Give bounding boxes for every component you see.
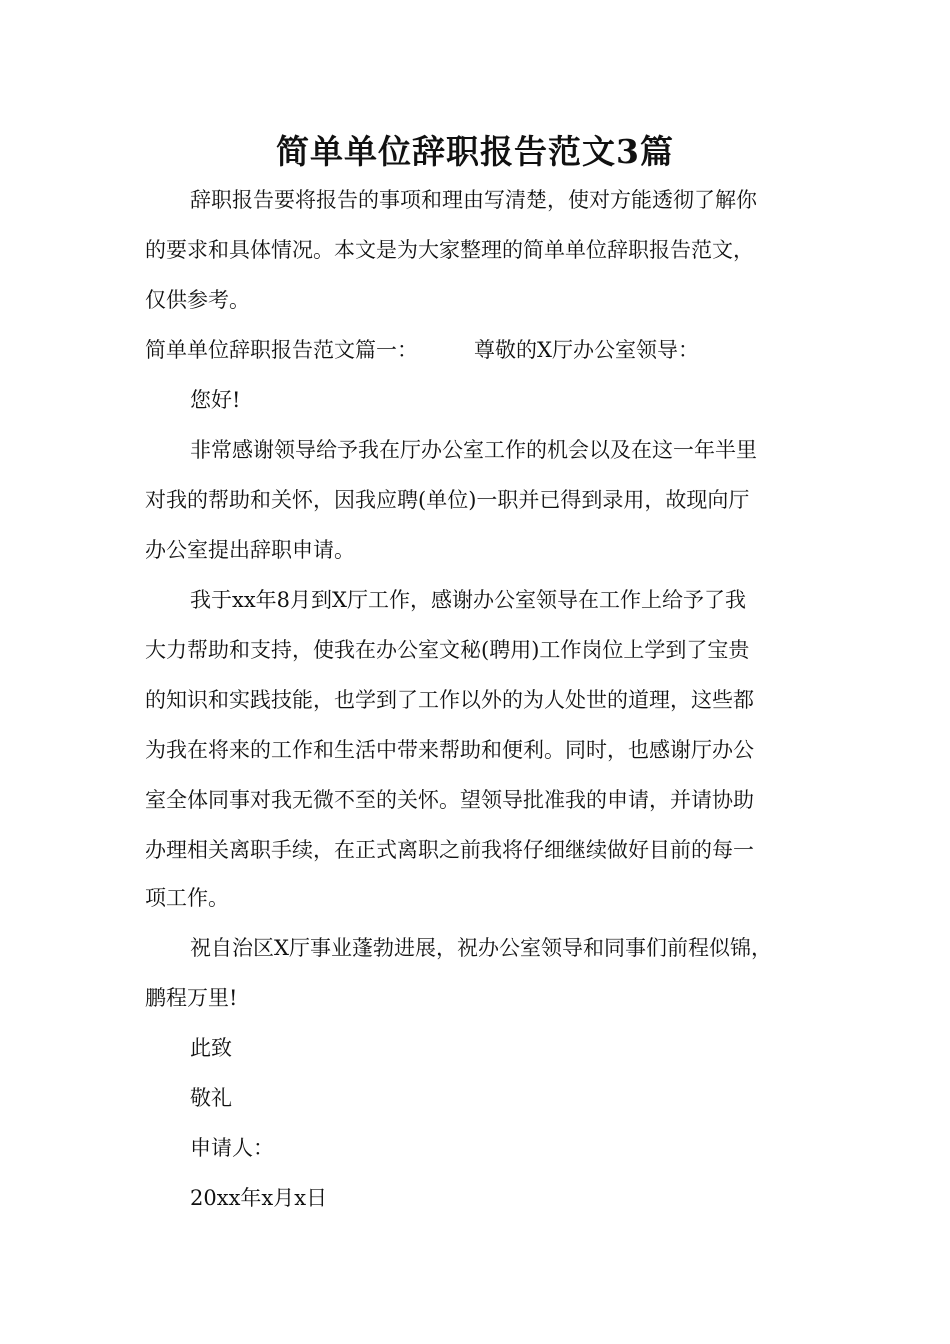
para2-line-5: 室全体同事对我无微不至的关怀。望领导批准我的申请，并请协助: [145, 788, 754, 812]
para2-line-3: 的知识和实践技能，也学到了工作以外的为人处世的道理，这些都: [145, 688, 754, 712]
document-date: 20xx年x月x日: [190, 1186, 328, 1210]
para3-line-1: 祝自治区X厅事业蓬勃进展，祝办公室领导和同事们前程似锦，: [190, 936, 772, 960]
applicant-label: 申请人：: [190, 1136, 274, 1160]
intro-line-2: 的要求和具体情况。本文是为大家整理的简单单位辞职报告范文，: [145, 238, 754, 262]
para3-line-2: 鹏程万里!: [145, 986, 238, 1010]
intro-line-3: 仅供参考。: [145, 288, 250, 312]
document-title: 简单单位辞职报告范文3篇: [276, 132, 674, 171]
section-heading: 简单单位辞职报告范文篇一：: [145, 338, 418, 362]
intro-line-1: 辞职报告要将报告的事项和理由写清楚，使对方能透彻了解你: [190, 188, 757, 212]
closing-line-2: 敬礼: [190, 1086, 232, 1110]
closing-line-1: 此致: [190, 1036, 232, 1060]
para2-line-4: 为我在将来的工作和生活中带来帮助和便利。同时，也感谢厅办公: [145, 738, 754, 762]
para2-line-6: 办理相关离职手续，在正式离职之前我将仔细继续做好目前的每一: [145, 838, 754, 862]
para1-line-3: 办公室提出辞职申请。: [145, 538, 355, 562]
para2-line-2: 大力帮助和支持，使我在办公室文秘(聘用)工作岗位上学到了宝贵: [145, 638, 750, 662]
para1-line-1: 非常感谢领导给予我在厅办公室工作的机会以及在这一年半里: [190, 438, 757, 462]
section-heading-row: [145, 334, 699, 366]
para2-line-7: 项工作。: [145, 886, 229, 910]
greeting: 您好!: [190, 388, 241, 412]
para2-line-1: 我于xx年8月到X厅工作，感谢办公室领导在工作上给予了我: [190, 588, 746, 612]
para1-line-2: 对我的帮助和关怀，因我应聘(单位)一职并已得到录用，故现向厅: [145, 488, 750, 512]
salutation: 尊敬的X厅办公室领导：: [474, 338, 699, 362]
